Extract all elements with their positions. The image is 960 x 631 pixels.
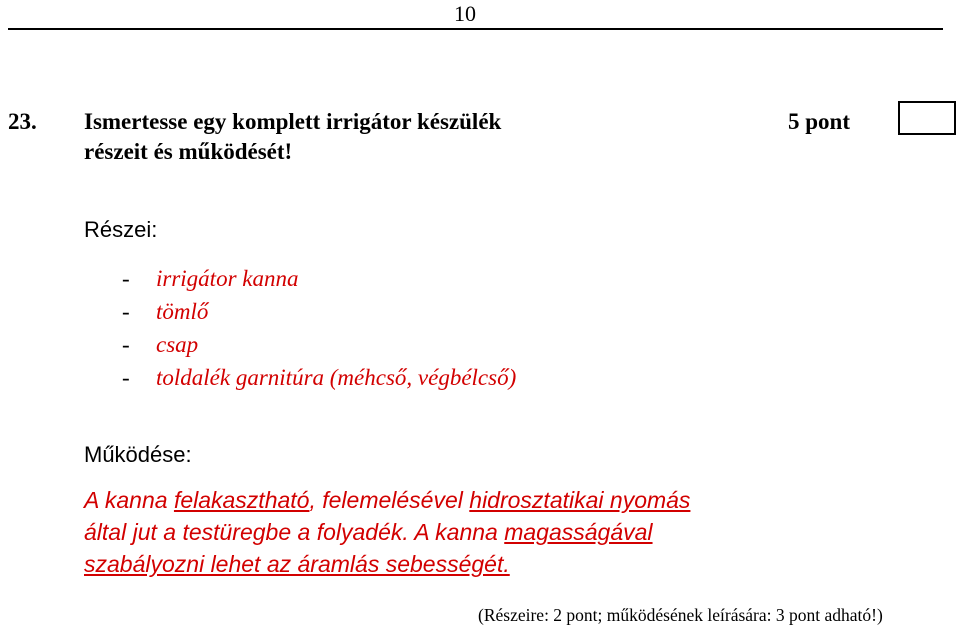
question-points: 5 pont <box>788 109 850 134</box>
header-rule <box>8 28 943 30</box>
bullet-dash: - <box>122 332 130 357</box>
part-item <box>122 364 516 392</box>
function-answer-line-3 <box>84 550 510 578</box>
page-number: 10 <box>454 1 476 26</box>
answer-underlined-text: magasságával <box>504 519 653 545</box>
part-item-text: csap <box>156 332 199 357</box>
answer-text: A kanna <box>84 487 174 513</box>
answer-underlined-text: szabályozni lehet az áramlás sebességét. <box>84 551 510 577</box>
answer-underlined-text: hidrosztatikai nyomás <box>469 487 691 513</box>
bullet-dash: - <box>122 299 130 324</box>
parts-label: Részei: <box>84 217 158 242</box>
function-label: Működése: <box>84 442 192 467</box>
bullet-dash: - <box>122 266 130 291</box>
part-item <box>122 331 198 359</box>
scoring-note: (Részeire: 2 pont; működésének leírására: 3 pont adható!) <box>478 605 883 625</box>
answer-text: , felemelésével <box>309 487 470 513</box>
question-text-line-1: Ismertesse egy komplett irrigátor készülék <box>84 109 502 134</box>
function-answer-line-1 <box>84 486 690 514</box>
part-item-text: toldalék garnitúra (méhcső, végbélcső) <box>156 365 517 390</box>
answer-text: által jut a testüregbe a folyadék. A kanna <box>84 519 505 545</box>
part-item <box>122 298 208 326</box>
part-item-text: tömlő <box>156 299 209 324</box>
score-box[interactable] <box>898 101 956 135</box>
part-item <box>122 265 298 293</box>
question-text-line-2: részeit és működését! <box>84 139 293 164</box>
bullet-dash: - <box>122 365 130 390</box>
question-number: 23. <box>8 109 37 134</box>
answer-underlined-text: felakasztható <box>173 487 310 513</box>
part-item-text: irrigátor kanna <box>156 266 299 291</box>
function-answer-line-2 <box>84 518 653 546</box>
